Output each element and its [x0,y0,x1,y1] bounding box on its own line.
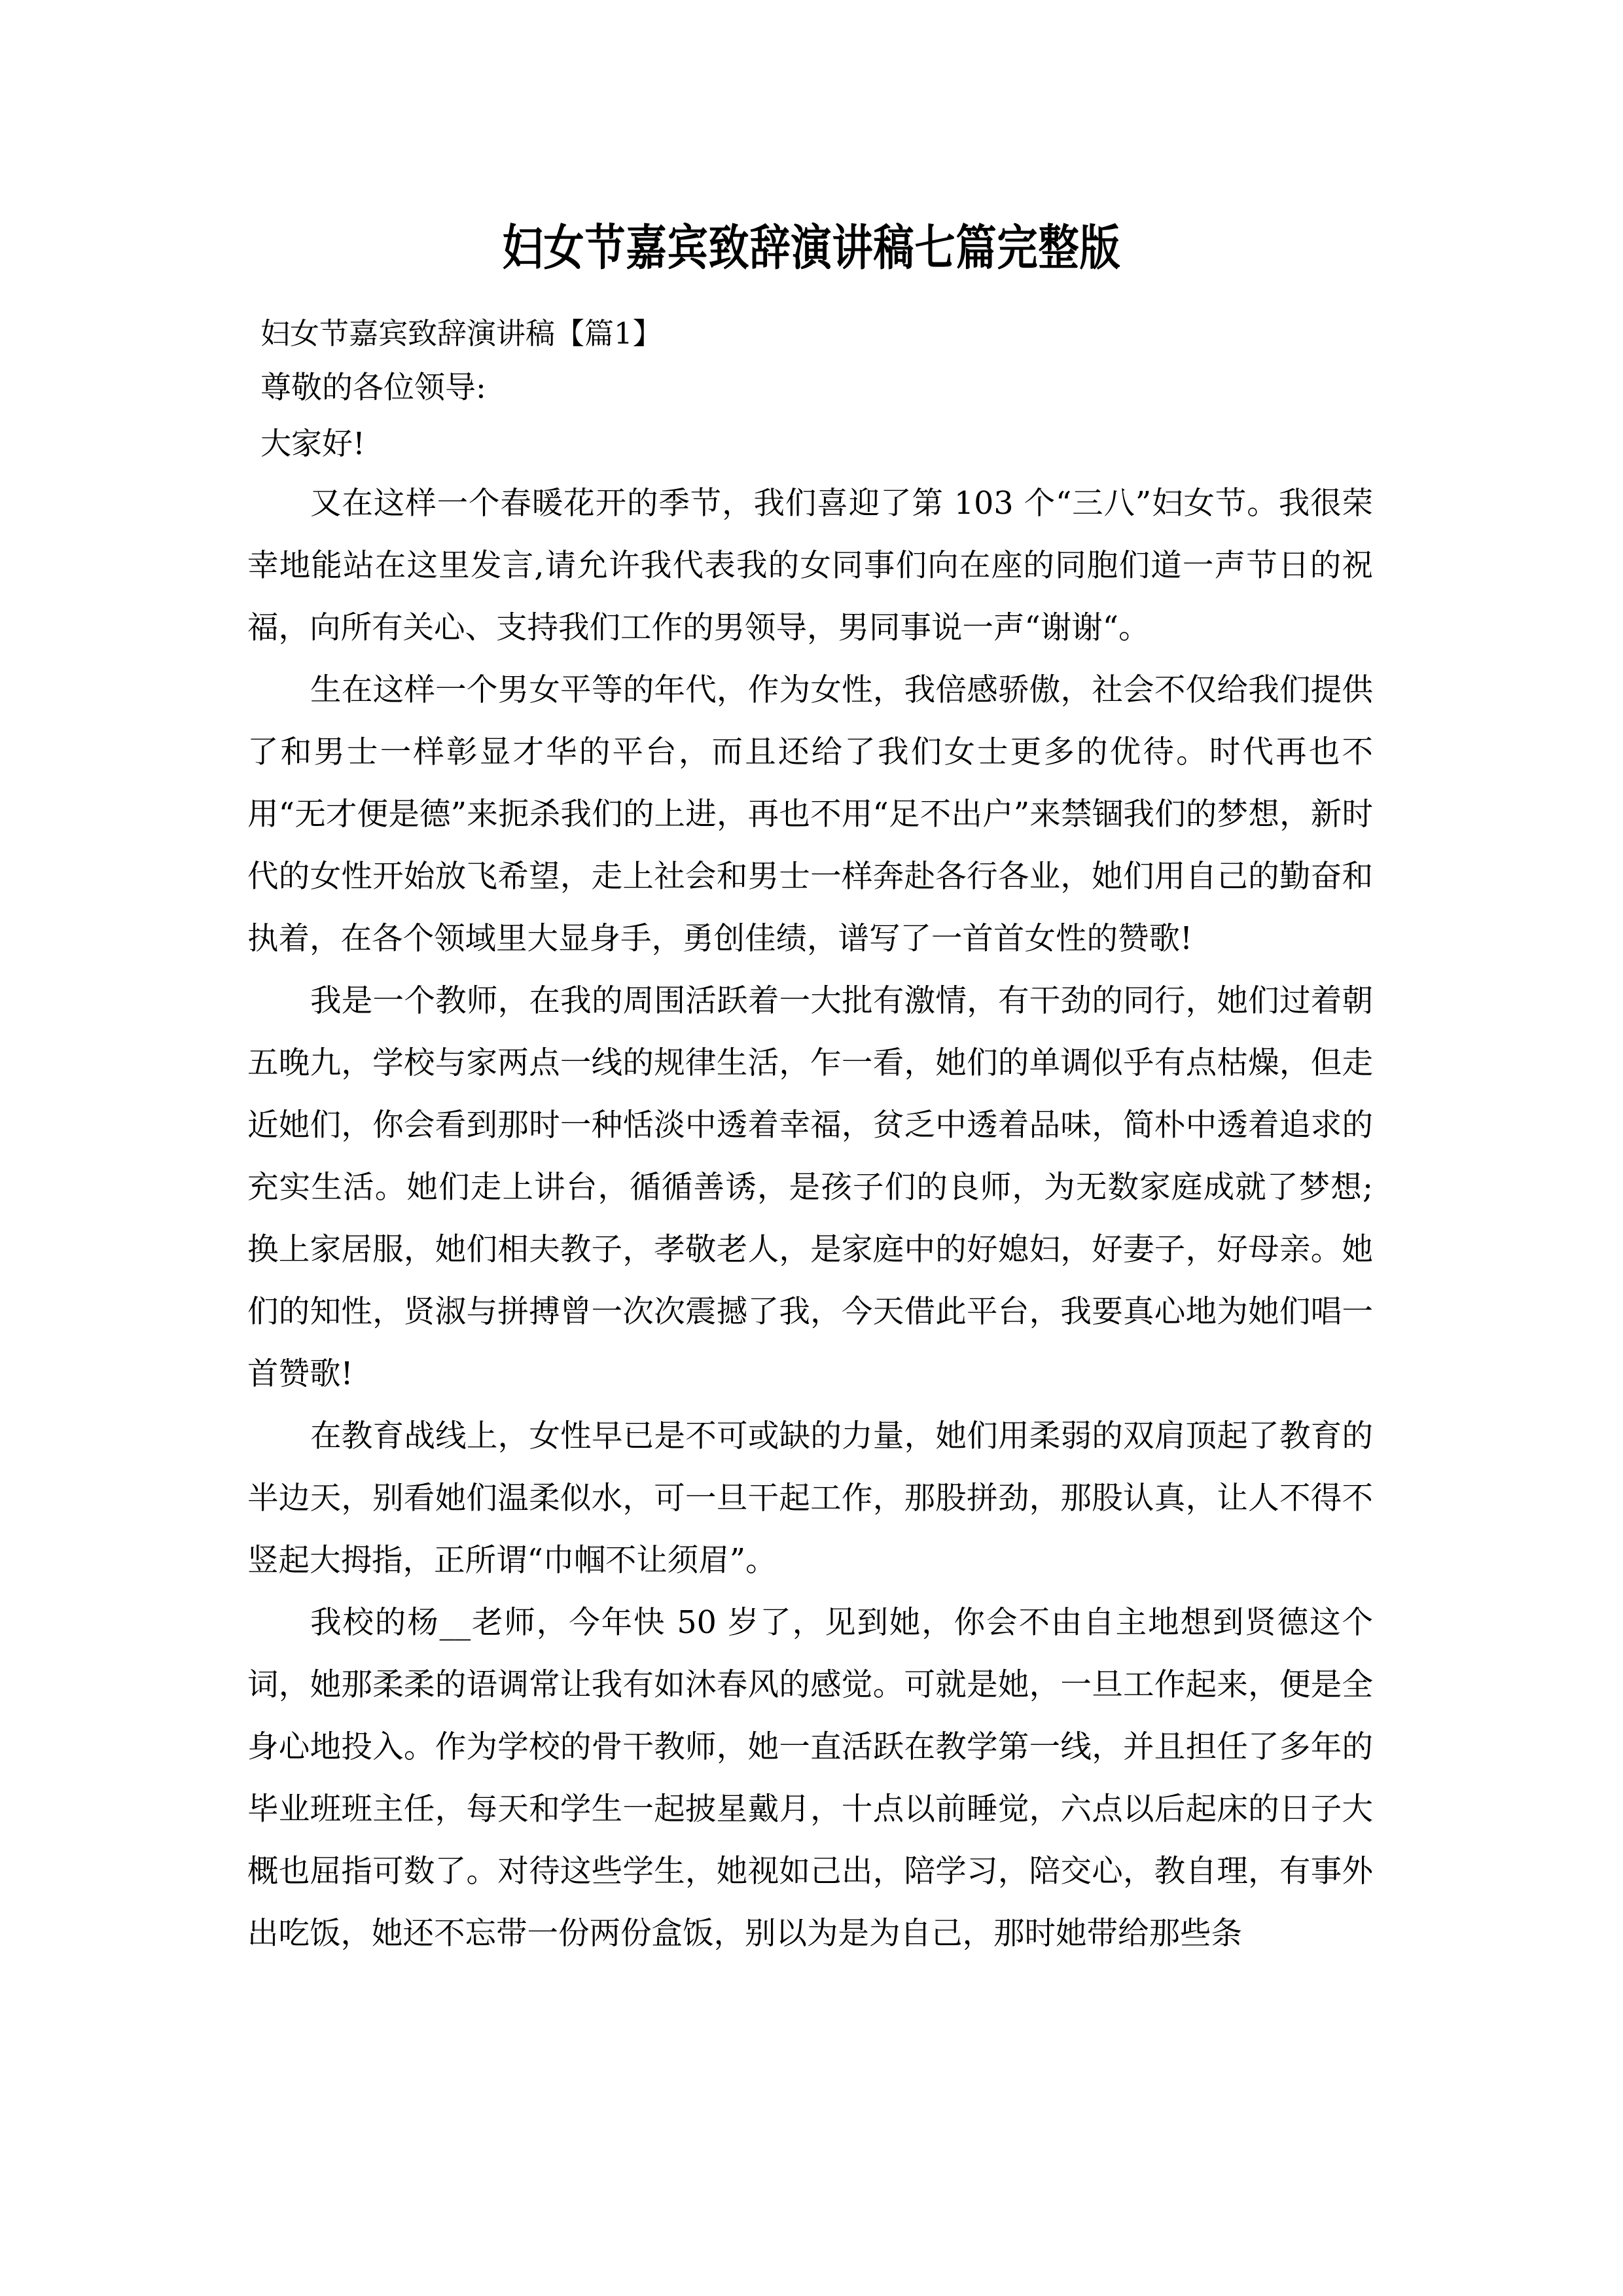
body-paragraph: 生在这样一个男女平等的年代，作为女性，我倍感骄傲，社会不仅给我们提供了和男士一样彰显才华的平台，而且还给了我们女士更多的优待。时代再也不用“无才便是德”来扼杀我们的上进，再也不用“足不出户”来禁锢我们的梦想，新时代的女性开始放飞希望，走上社会和男士一样奔赴各行各业，她们用自己的勤奋和执着，在各个领域里大显身手，勇创佳绩，谱写了一首首女性的赞歌! [247,672,1373,957]
body-paragraph: 又在这样一个春暖花开的季节，我们喜迎了第 103 个“三八”妇女节。我很荣幸地能站在这里发言,请允许我代表我的女同事们向在座的同胞们道一声节日的祝福，向所有关心、支持我们工作的男领导，男同事说一声“谢谢“。 [247,486,1373,646]
body-paragraph: 在教育战线上，女性早已是不可或缺的力量，她们用柔弱的双肩顶起了教育的半边天，别看她们温柔似水，可一旦干起工作，那股拼劲，那股认真，让人不得不竖起大拇指，正所谓“巾帼不让须眉”。 [247,1418,1373,1579]
salutation-line: 尊敬的各位领导: [260,370,486,406]
section-heading: 妇女节嘉宾致辞演讲稿【篇1】 [260,316,662,351]
page-title: 妇女节嘉宾致辞演讲稿七篇完整版 [502,219,1121,276]
document-body [247,308,1373,1965]
body-paragraph: 我是一个教师，在我的周围活跃着一大批有激情，有干劲的同行，她们过着朝五晚九，学校与家两点一线的规律生活，乍一看，她们的单调似乎有点枯燥，但走近她们，你会看到那时一种恬淡中透着幸福，贫乏中透着品味，简朴中透着追求的充实生活。她们走上讲台，循循善诱，是孩子们的良师，为无数家庭成就了梦想;换上家居服，她们相夫教子，孝敬老人，是家庭中的好媳妇，好妻子，好母亲。她们的知性，贤淑与拼搏曾一次次震撼了我，今天借此平台，我要真心地为她们唱一首赞歌! [247,983,1373,1392]
body-paragraph: 我校的杨__老师，今年快 50 岁了，见到她，你会不由自主地想到贤德这个词，她那柔柔的语调常让我有如沐春风的感觉。可就是她，一旦工作起来，便是全身心地投入。作为学校的骨干教师，她一直活跃在教学第一线，并且担任了多年的毕业班班主任，每天和学生一起披星戴月，十点以前睡觉，六点以后起床的日子大概也屈指可数了。对待这些学生，她视如己出，陪学习，陪交心，教自理，有事外出吃饭，她还不忘带一份两份盒饭，别以为是为自己，那时她带给那些条 [247,1605,1373,1952]
greeting-line: 大家好! [260,426,365,462]
